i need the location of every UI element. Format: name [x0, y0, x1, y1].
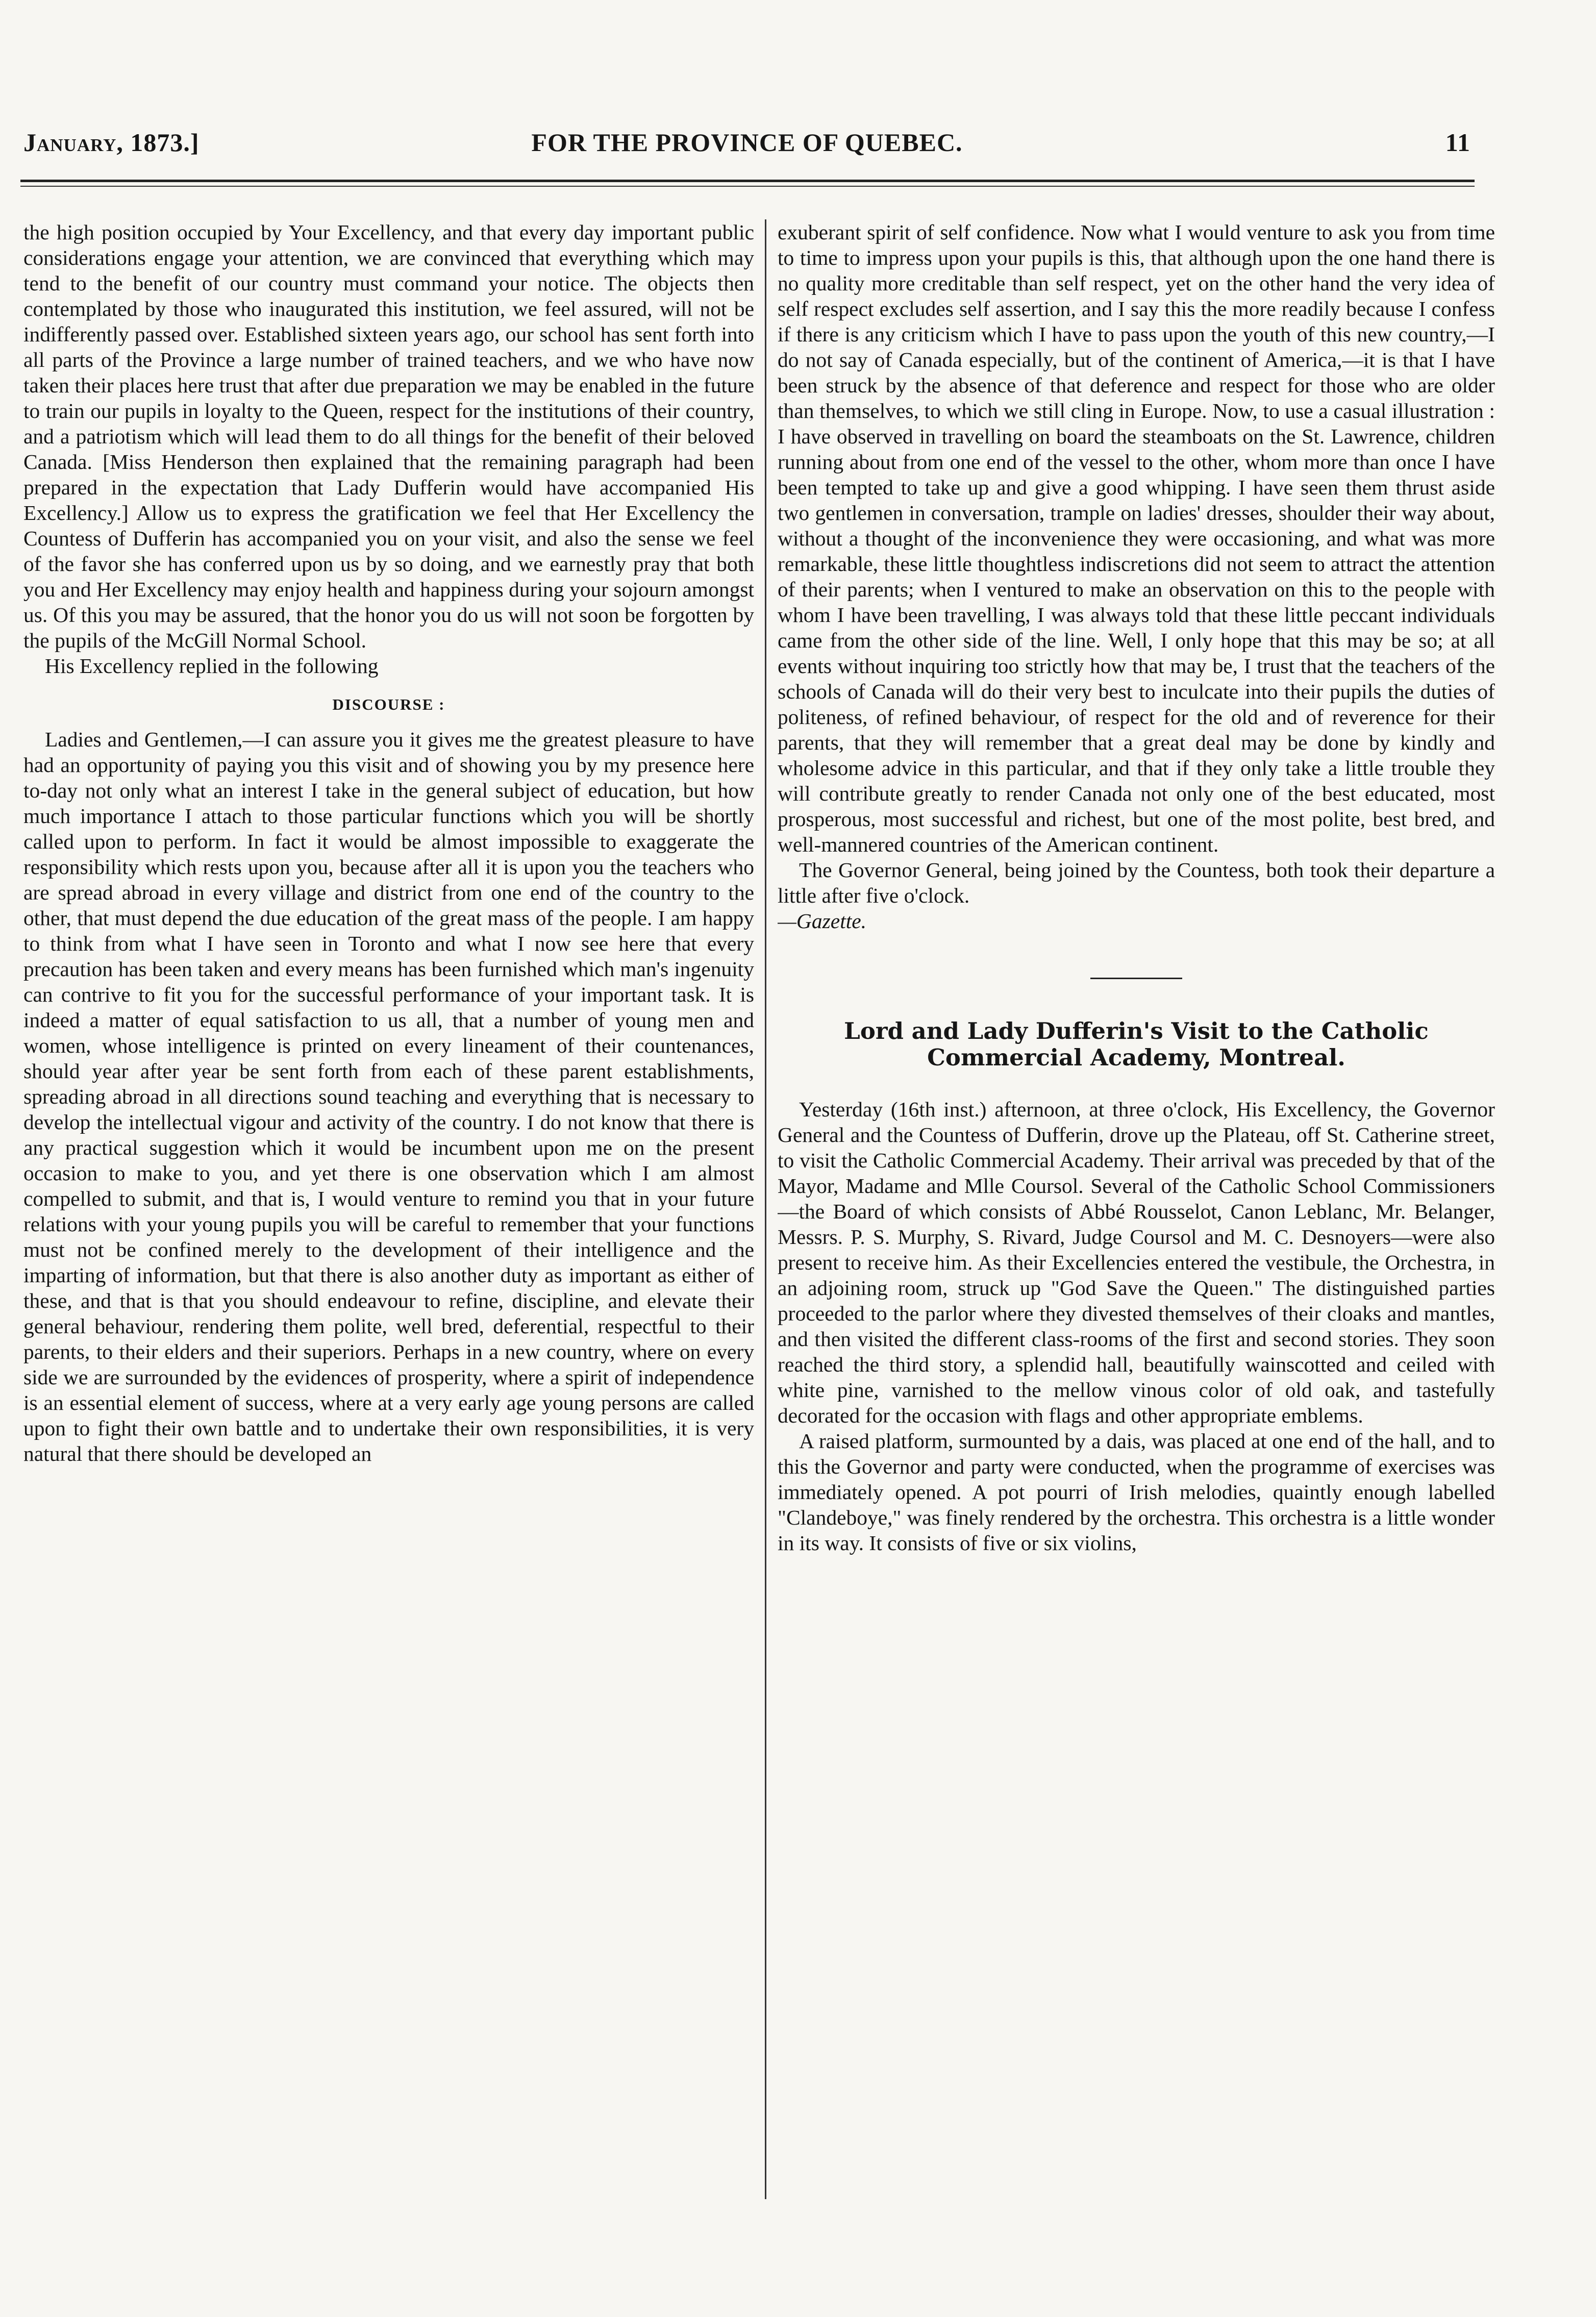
academy-paragraph-2: A raised platform, surmounted by a dais, was placed at one end of the hall, and to this the Governor and party were conducted, when the programme of exercises was immediately opened. A pot pourri of Irish melodies, quaintly enough labelled "Clandeboye," was finely rendered by the orchestra. This orchestra is a little wonder in its way. It consists of five or six violins,: [778, 1429, 1495, 1555]
column-divider: [765, 219, 766, 2199]
header-rule: [20, 180, 1475, 182]
source-credit: —Gazette.: [778, 909, 867, 933]
section-rule: [1090, 978, 1182, 979]
header-rule-thin: [20, 186, 1475, 187]
header-title: FOR THE PROVINCE OF QUEBEC.: [531, 128, 963, 157]
discourse-continued: exuberant spirit of self confidence. Now what I would venture to ask you from time to time to impress upon your pupils is this, that although upon the one hand there is no quality more creditable than self respect, yet on the other hand the very idea of self respect excludes self assertion, and I say this the more readily because I confess if there is any criticism which I have to pass upon the youth of this new country,—I do not say of Canada especially, but of the continent of America,—it is that I have been struck by the absence of that deference and respect for those who are older than themselves, to which we still cling in Europe. Now, to use a casual illustration : I have observed in travelling on board the steamboats on the St. Lawrence, children running about from one end of the vessel to the other, whom more than once I have been tempted to take up and give a good whipping. I have seen them thrust aside two gentlemen in conversation, trample on ladies' dresses, shoulder their way about, without a thought of the inconvenience they were occasioning, and what was more remarkable, these little thoughtless indiscretions did not seem to attract the attention of their parents; when I ventured to make an observation on this to the people with whom I have been travelling, I was always told that these little peccant individuals came from the other side of the line. Well, I only hope that this may be so; at all events without inquiring too strictly how that may be, I trust that the teachers of the schools of Canada will do their very best to inculcate into their pupils the duties of politeness, of refined behaviour, of respect for the old and of reverence for their parents, that they will remember that a great deal may be done by kindly and wholesome advice in this particular, and that if they only take a little trouble they will contribute greatly to render Canada not only one of the best educated, most prosperous, most successful and richest, but one of the most polite, best bred, and well-mannered countries of the American continent.: [778, 220, 1495, 856]
reply-intro: His Excellency replied in the following: [45, 654, 379, 678]
academy-paragraph-1: Yesterday (16th inst.) afternoon, at three o'clock, His Excellency, the Governor General and the Countess of Dufferin, drove up the Plateau, off St. Catherine street, to visit the Catholic Commercial Academy. Their arrival was preceded by that of the Mayor, Madame and Mlle Coursol. Several of the Catholic School Commissioners—the Board of which consists of Abbé Rousselot, Canon Leblanc, Mr. Belanger, Messrs. P. S. Murphy, S. Rivard, Judge Coursol and M. C. Desnoyers—were also present to receive him. As their Excellencies entered the vestibule, the Orchestra, in an adjoining room, struck up "God Save the Queen." The distinguished parties proceeded to the parlor where they divested themselves of their cloaks and mantles, and then visited the different class-rooms of the first and second stories. They soon reached the third story, a splendid hall, beautifully wainscotted and ceiled with white pine, varnished to the mellow vinous color of old oak, and tastefully decorated for the occasion with flags and other appropriate emblems.: [778, 1098, 1495, 1427]
address-paragraph: the high position occupied by Your Excellency, and that every day important public considerations engage your attention, we are convinced that everything which may tend to the benefit of our country must command your notice. The objects then contemplated by those who inaugurated this institution, we feel assured, will not be indifferently passed over. Established sixteen years ago, our school has sent forth into all parts of the Province a large number of trained teachers, and we who have now taken their places here trust that after due preparation we may be enabled in the future to train our pupils in loyalty to the Queen, respect for the institutions of their country, and a patriotism which will lead them to do all things for the benefit of their beloved Canada. [Miss Henderson then explained that the remaining paragraph had been prepared in the expectation that Lady Dufferin would have accompanied His Excellency.] Allow us to express the gratification we feel that Her Excellency the Countess of Dufferin has accompanied you on your visit, and also the sense we feel of the favor she has conferred upon us by so doing, and we earnestly pray that both you and Her Excellency may enjoy health and happiness during your sojourn amongst us. Of this you may be assured, that the honor you do us will not soon be forgotten by the pupils of the McGill Normal School.: [23, 220, 754, 652]
header-date: January, 1873.]: [23, 128, 199, 157]
page-number: 11: [1445, 128, 1470, 157]
discourse-heading: DISCOURSE :: [332, 695, 445, 713]
article-title: Lord and Lady Dufferin's Visit to the Catholic Commercial Academy, Montreal.: [844, 1017, 1429, 1071]
left-column: [23, 219, 754, 2220]
departure-paragraph: The Governor General, being joined by the Countess, both took their departure a little after five o'clock.: [778, 858, 1495, 907]
right-column: [778, 219, 1495, 2220]
running-head: [23, 128, 1470, 163]
discourse-paragraph: Ladies and Gentlemen,—I can assure you it gives me the greatest pleasure to have had an opportunity of paying you this visit and of showing you by my presence here to-day not only what an interest I take in the general subject of education, but how much importance I attach to those particular functions which you will be shortly called upon to perform. In fact it would be almost impossible to exaggerate the responsibility which rests upon you, because after all it is upon you the teachers who are spread abroad in every village and district from one end of the country to the other, that must depend the due education of the great mass of the people. I am happy to think from what I have seen in Toronto and what I now see here that every precaution has been taken and every means has been furnished which man's ingenuity can contrive to fit you for the successful performance of your important task. It is indeed a matter of equal satisfaction to us all, that a number of young men and women, whose intelligence is printed on every lineament of their countenances, should year after year be sent forth from each of these parent establishments, spreading abroad in all directions sound teaching and everything that is necessary to develop the intellectual vigour and activity of the country. I do not know that there is any practical suggestion which it would be incumbent upon me on the present occasion to make to you, and yet there is one observation which I am almost compelled to submit, and that is, I would venture to remind you that in your future relations with your young pupils you will be careful to remember that your functions must not be confined merely to the development of their intelligence and the imparting of information, but that there is also another duty as important as either of these, and that is that you should endeavour to refine, discipline, and elevate their general behaviour, rendering them polite, well bred, deferential, respectful to their parents, to their elders and their superiors. Perhaps in a new country, where on every side we are surrounded by the evidences of prosperity, where a spirit of independence is an essential element of success, where at a very early age young persons are called upon to fight their own battle and to undertake their own responsibilities, it is very natural that there should be developed an: [23, 728, 754, 1465]
